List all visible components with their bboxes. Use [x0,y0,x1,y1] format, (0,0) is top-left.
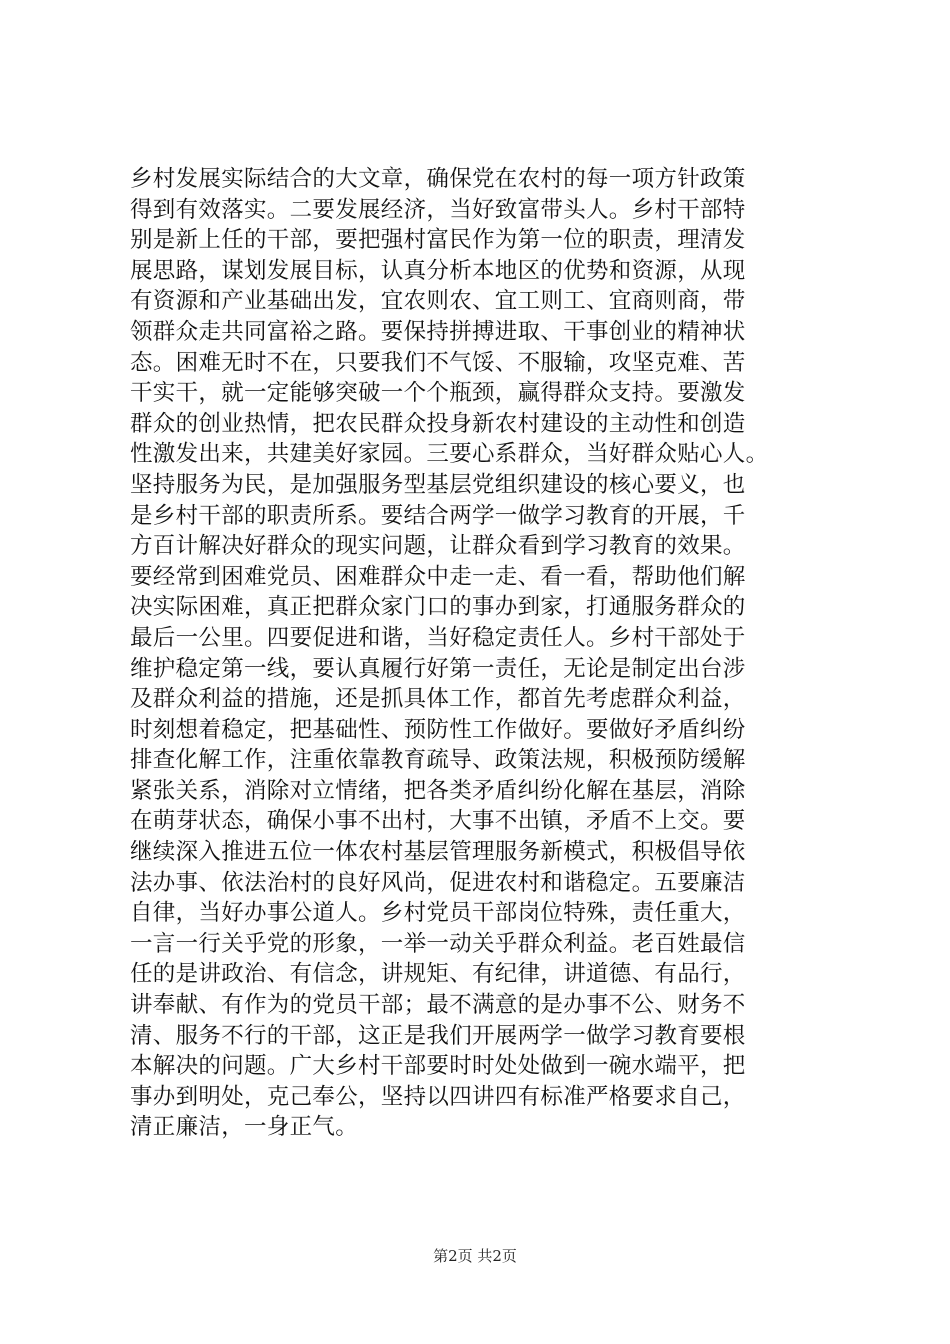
text-line: 自律，当好办事公道人。乡村党员干部岗位特殊，责任重大， [130,900,746,927]
text-line: 乡村发展实际结合的大文章，确保党在农村的每一项方针政策 [130,166,746,192]
text-line: 清、服务不行的干部，这正是我们开展两学一做学习教育要根 [130,1022,746,1049]
text-line: 排查化解工作，注重依靠教育疏导、政策法规，积极预防缓解 [130,747,746,774]
text-line: 事办到明处，克己奉公，坚持以四讲四有标准严格要求自己， [130,1083,746,1110]
text-line: 别是新上任的干部，要把强村富民作为第一位的职责，理清发 [130,227,746,254]
text-line: 态。困难无时不在，只要我们不气馁、不服输，攻坚克难、苦 [130,349,746,376]
text-line: 有资源和产业基础出发，宜农则农、宜工则工、宜商则商，带 [130,288,746,315]
text-line: 坚持服务为民，是加强服务型基层党组织建设的核心要义，也 [130,471,746,498]
text-line: 在萌芽状态，确保小事不出村，大事不出镇，矛盾不上交。要 [130,808,746,835]
text-line: 得到有效落实。二要发展经济，当好致富带头人。乡村干部特 [130,196,746,223]
text-line: 法办事、依法治村的良好风尚，促进农村和谐稳定。五要廉洁 [130,869,746,896]
text-line: 及群众利益的措施，还是抓具体工作，都首先考虑群众利益， [130,686,746,713]
text-line: 决实际困难，真正把群众家门口的事办到家，打通服务群众的 [130,594,746,621]
text-line: 一言一行关乎党的形象，一举一动关乎群众利益。老百姓最信 [130,930,746,957]
text-line: 展思路，谋划发展目标，认真分析本地区的优势和资源，从现 [130,257,746,284]
page-footer: 第2页 共2页 [433,1247,517,1265]
text-line: 干实干，就一定能够突破一个个瓶颈，赢得群众支持。要激发 [130,380,746,407]
text-line: 时刻想着稳定，把基础性、预防性工作做好。要做好矛盾纠纷 [130,716,746,743]
text-line: 紧张关系，消除对立情绪，把各类矛盾纠纷化解在基层，消除 [130,777,746,804]
text-line: 方百计解决好群众的现实问题，让群众看到学习教育的效果。 [130,533,746,560]
text-line: 是乡村干部的职责所系。要结合两学一做学习教育的开展，千 [130,502,746,529]
body-text [130,164,830,1143]
text-line: 最后一公里。四要促进和谐，当好稳定责任人。乡村干部处于 [130,624,746,651]
text-line: 讲奉献、有作为的党员干部；最不满意的是办事不公、财务不 [130,992,746,1019]
text-line: 清正廉洁，一身正气。 [130,1114,359,1141]
text-line: 性激发出来，共建美好家园。三要心系群众，当好群众贴心人。 [130,441,769,468]
text-line: 维护稳定第一线，要认真履行好第一责任，无论是制定出台涉 [130,655,746,682]
text-line: 领群众走共同富裕之路。要保持拼搏进取、干事创业的精神状 [130,318,746,345]
text-line: 任的是讲政治、有信念，讲规矩、有纪律，讲道德、有品行， [130,961,746,988]
text-line: 继续深入推进五位一体农村基层管理服务新模式，积极倡导依 [130,839,746,866]
text-line: 要经常到困难党员、困难群众中走一走、看一看，帮助他们解 [130,563,746,590]
text-line: 本解决的问题。广大乡村干部要时时处处做到一碗水端平，把 [130,1053,746,1080]
text-line: 群众的创业热情，把农民群众投身新农村建设的主动性和创造 [130,410,746,437]
